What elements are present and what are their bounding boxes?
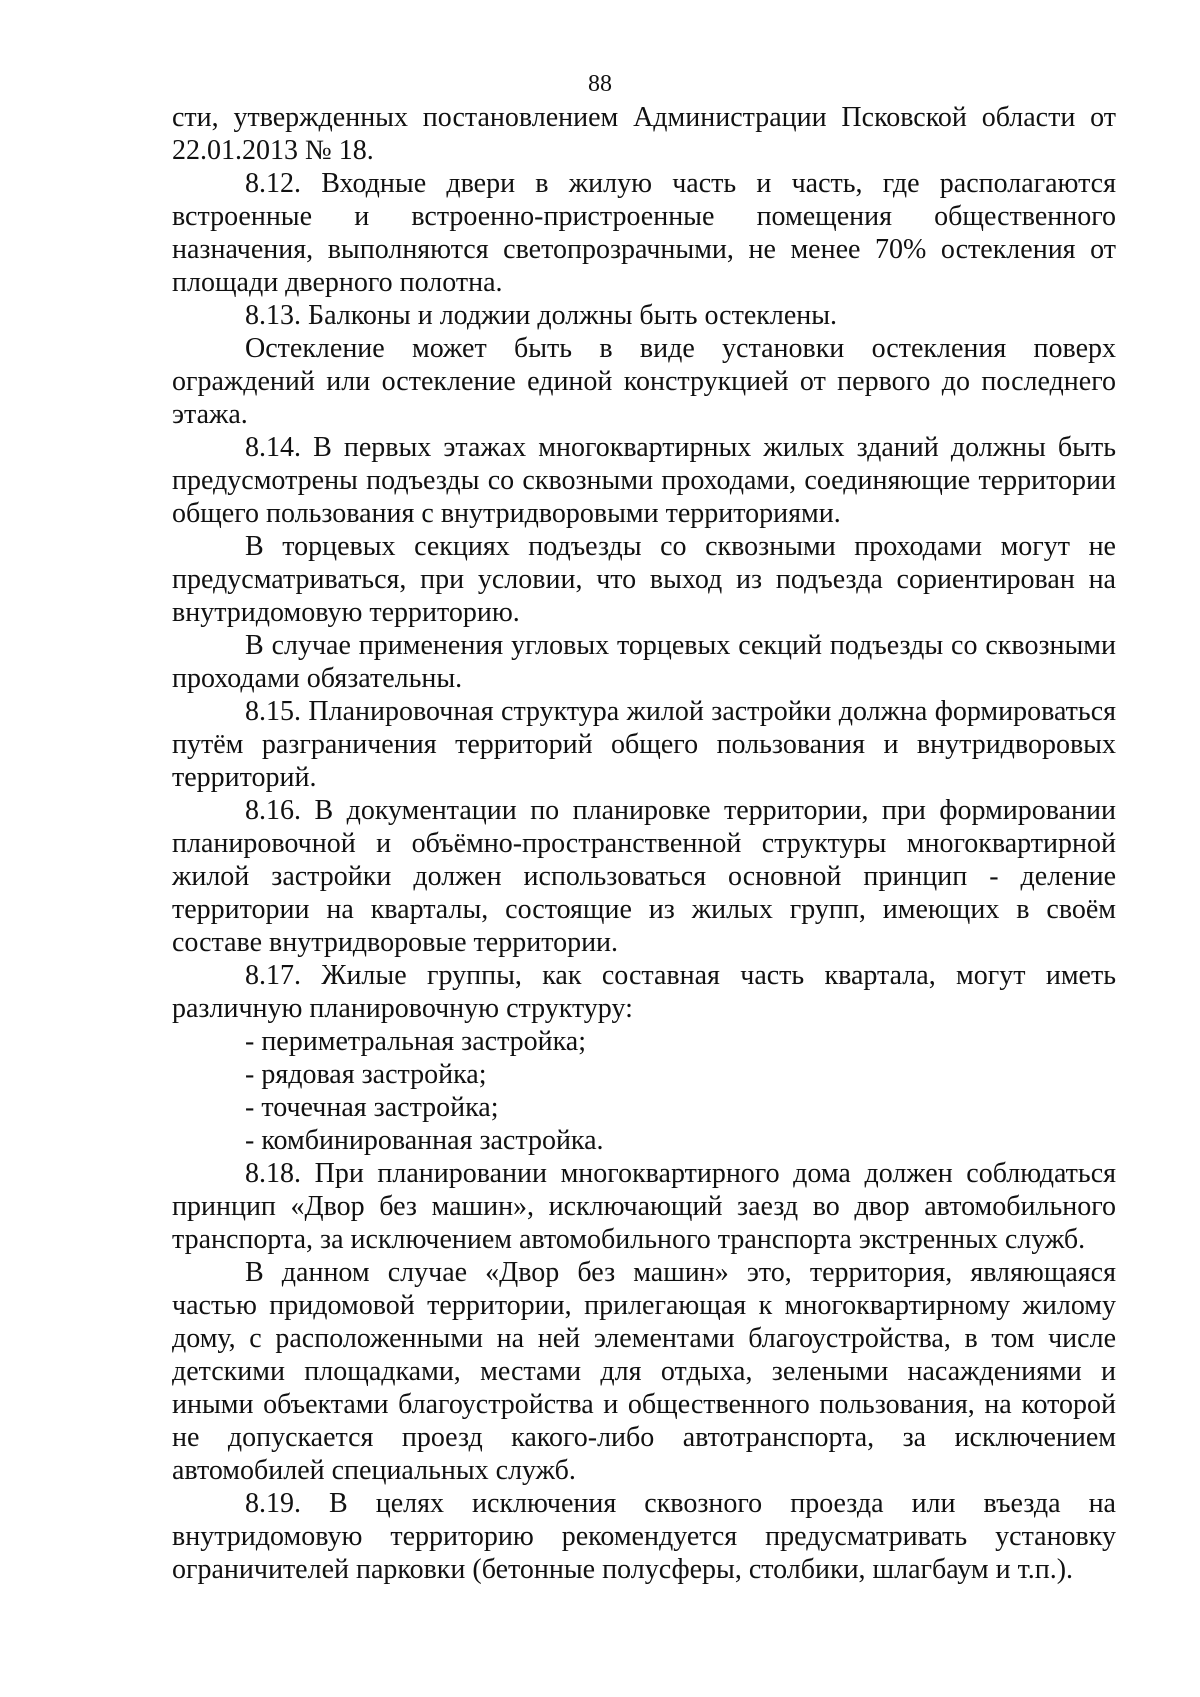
paragraph-8-16: 8.16. В документации по планировке территории, при формировании планировочной и объёмно-пространственной структуры многоквартирной жилой застройки должен использоваться основной принцип - деление территории на кварталы, состоящие из жилых групп, имеющих в своём составе внутридворовые территории. xyxy=(172,795,1116,958)
paragraph-8-17: 8.17. Жилые группы, как составная часть квартала, могут иметь различную планировочную структуру: xyxy=(172,960,1116,1024)
paragraph-continuation: сти, утвержденных постановлением Администрации Псковской области от 22.01.2013 № 18. xyxy=(172,102,1116,166)
paragraph-end-sections: В торцевых секциях подъезды со сквозными проходами могут не предусматриваться, при условии, что выход из подъезда сориентирован на внутридомовую территорию. xyxy=(172,531,1116,628)
paragraph-corner-sections: В случае применения угловых торцевых секций подъезды со сквозными проходами обязательны. xyxy=(172,630,1116,694)
list-item: - рядовая застройка; xyxy=(245,1059,487,1090)
paragraph-yard-definition: В данном случае «Двор без машин» это, территория, являющаяся частью придомовой территории, прилегающая к многоквартирному жилому дому, с расположенными на ней элементами благоустройства, в том числе детскими площадками, местами для отдыха, зелеными насаждениями и иными объектами благоустройства и общественного пользования, на которой не допускается проезд какого-либо автотранспорта, за исключением автомобилей специальных служб. xyxy=(172,1257,1116,1486)
paragraph-8-18: 8.18. При планировании многоквартирного дома должен соблюдаться принцип «Двор без машин», исключающий заезд во двор автомобильного транспорта, за исключением автомобильного транспорта экстренных служб. xyxy=(172,1158,1116,1255)
paragraph-8-13: 8.13. Балконы и лоджии должны быть остеклены. xyxy=(245,300,838,331)
paragraph-8-15: 8.15. Планировочная структура жилой застройки должна формироваться путём разграничения территорий общего пользования и внутридворовых территорий. xyxy=(172,696,1116,793)
paragraph-8-12: 8.12. Входные двери в жилую часть и часть, где располагаются встроенные и встроенно-пристроенные помещения общественного назначения, выполняются светопрозрачными, не менее 70% остекления от площади дверного полотна. xyxy=(172,168,1116,298)
paragraph-glazing: Остекление может быть в виде установки остекления поверх ограждений или остекление единой конструкцией от первого до последнего этажа. xyxy=(172,333,1116,430)
list-item: - точечная застройка; xyxy=(245,1092,499,1123)
paragraph-8-14: 8.14. В первых этажах многоквартирных жилых зданий должны быть предусмотрены подъезды со сквозными проходами, соединяющие территории общего пользования с внутридворовыми территориями. xyxy=(172,432,1116,529)
paragraph-8-19: 8.19. В целях исключения сквозного проезда или въезда на внутридомовую территорию рекомендуется предусматривать установку ограничителей парковки (бетонные полусферы, столбики, шлагбаум и т.п.). xyxy=(172,1488,1116,1585)
list-item: - комбинированная застройка. xyxy=(245,1125,604,1156)
page-number: 88 xyxy=(588,71,612,97)
list-item: - периметральная застройка; xyxy=(245,1026,587,1057)
document-body xyxy=(172,101,1116,1586)
